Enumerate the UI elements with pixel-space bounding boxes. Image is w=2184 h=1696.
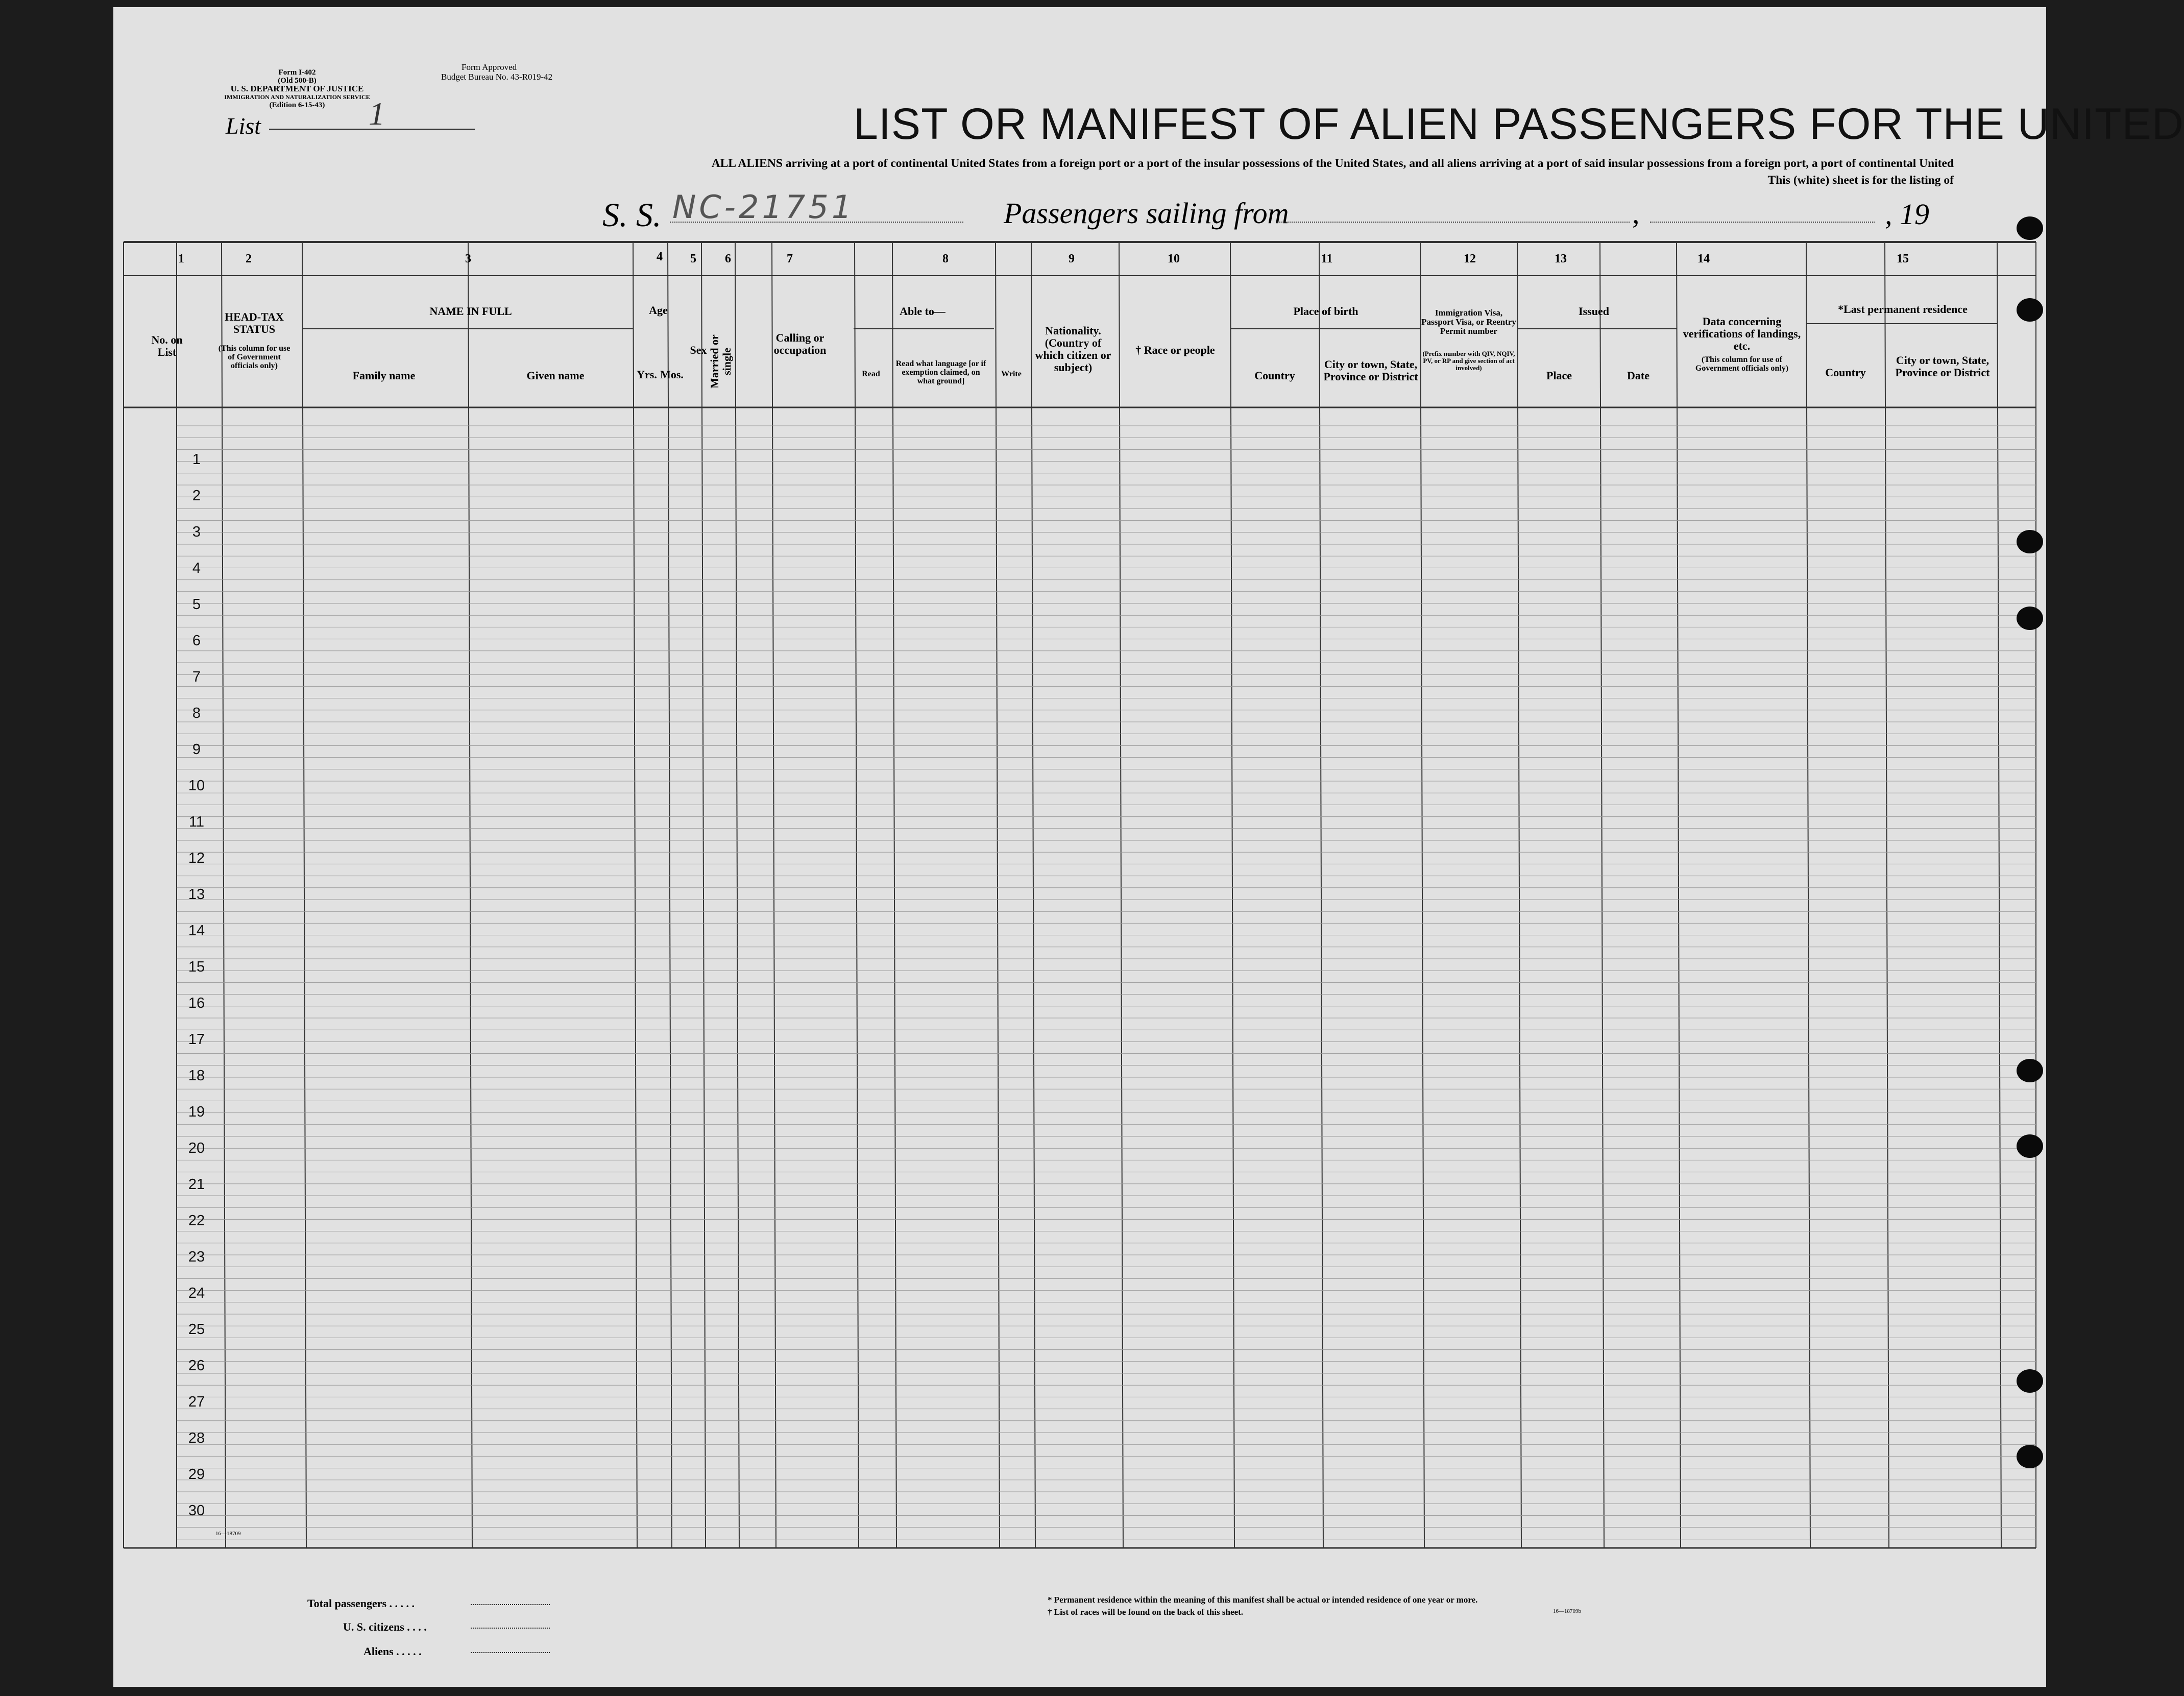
header-no-on-list: No. on List <box>151 333 183 358</box>
row-number: 10 <box>188 778 205 794</box>
header-name-in-full: NAME IN FULL <box>429 305 512 318</box>
row-number: 24 <box>188 1285 205 1301</box>
col-number-1: 1 <box>178 252 184 265</box>
header-data-landings: Data concerning verifications of landings, etc. <box>1683 315 1801 352</box>
footnote-residence: * Permanent residence within the meaning of this manifest shall be actual or intended residence of one year or more. <box>1048 1595 1478 1605</box>
header-issued-date: Date <box>1627 369 1649 382</box>
row-number: 22 <box>188 1213 205 1229</box>
punch-hole <box>2017 530 2043 553</box>
col-number-8: 8 <box>942 252 949 265</box>
header-country-birth: Country <box>1254 369 1295 382</box>
header-yrs: Yrs. <box>637 368 657 381</box>
punch-hole <box>2017 216 2043 240</box>
punch-hole <box>2017 298 2043 322</box>
ship-label: S. S. <box>602 197 662 234</box>
col-number-15: 15 <box>1897 252 1909 265</box>
row-number: 20 <box>188 1140 205 1156</box>
row-number: 26 <box>188 1358 205 1374</box>
instructions-line-1: ALL ALIENS arriving at a port of continental United States from a foreign port or a port of the insular possessions of the United States, and all aliens arriving at a port of said insular possessions from a foreign port, a port of continental United <box>711 157 1954 170</box>
header-given-name: Given name <box>526 369 585 382</box>
row-number: 29 <box>188 1466 205 1483</box>
header-married-single: Married or single <box>708 334 733 389</box>
form-code: 16—18709 <box>215 1531 241 1537</box>
header-issued: Issued <box>1579 305 1609 318</box>
col-number-3: 3 <box>465 252 471 265</box>
form-approved: Form Approved <box>462 62 517 72</box>
punch-hole <box>2017 1369 2043 1393</box>
header-calling-occupation: Calling or occupation <box>773 331 827 356</box>
row-number: 18 <box>188 1068 205 1084</box>
header-nationality: Nationality. (Country of which citizen or subject) <box>1035 324 1111 374</box>
list-number: 1 <box>369 95 385 132</box>
header-immigration-visa: Immigration Visa, Passport Visa, or Reentry Permit number <box>1421 308 1516 336</box>
row-number: 15 <box>188 959 205 975</box>
row-number: 27 <box>188 1394 205 1410</box>
col-number-12: 12 <box>1464 252 1476 265</box>
header-landings-note: (This column for use of Government officials only) <box>1695 355 1789 373</box>
row-number: 12 <box>188 850 205 866</box>
us-citizens-line <box>471 1628 550 1629</box>
row-number: 25 <box>188 1321 205 1338</box>
year-prefix: , 19 <box>1885 198 1929 231</box>
row-number: 11 <box>188 814 205 830</box>
header-last-residence: *Last permanent residence <box>1838 303 1968 316</box>
header-head-tax: HEAD-TAX STATUS <box>225 310 284 335</box>
header-read: Read <box>862 370 880 378</box>
row-number: 17 <box>188 1031 205 1048</box>
punch-hole <box>2017 1134 2043 1158</box>
header-able-to: Able to— <box>900 305 945 318</box>
row-number: 16 <box>188 995 205 1011</box>
instructions-line-2: This (white) sheet is for the listing of <box>1767 174 1954 187</box>
header-race: † Race or people <box>1135 344 1215 356</box>
col-number-9: 9 <box>1069 252 1075 265</box>
form-subnumber: (Old 500-B) <box>278 77 317 85</box>
sailing-label: Passengers sailing from <box>1004 197 1289 230</box>
col-number-2: 2 <box>246 252 252 265</box>
aliens-line <box>471 1652 550 1653</box>
header-country-residence: Country <box>1825 366 1866 379</box>
col-number-6: 6 <box>725 252 731 265</box>
punch-hole <box>2017 607 2043 630</box>
row-number: 8 <box>192 705 201 721</box>
list-label: List <box>226 113 261 139</box>
row-number: 3 <box>192 524 201 540</box>
row-number: 5 <box>192 596 201 613</box>
row-number: 23 <box>188 1249 205 1265</box>
aliens-label: Aliens . . . . . <box>363 1645 422 1658</box>
page-title: LIST OR MANIFEST OF ALIEN PASSENGERS FOR THE UNITED <box>854 100 2184 149</box>
header-visa-note: (Prefix number with QIV, NQIV, PV, or RP and give section of act involved) <box>1422 350 1515 372</box>
header-issued-place: Place <box>1546 369 1572 382</box>
department: U. S. DEPARTMENT OF JUSTICE <box>230 84 364 93</box>
header-family-name: Family name <box>352 369 416 382</box>
row-number: 7 <box>192 669 201 685</box>
us-citizens-label: U. S. citizens . . . . <box>343 1620 427 1633</box>
footer-code: 16—18709b <box>1553 1608 1581 1614</box>
row-number: 2 <box>192 488 201 504</box>
punch-hole <box>2017 1445 2043 1468</box>
total-passengers-label: Total passengers . . . . . <box>307 1597 415 1610</box>
header-city-birth: City or town, State, Province or District <box>1323 358 1418 383</box>
header-city-residence: City or town, State, Province or District <box>1895 354 1990 379</box>
row-number: 28 <box>188 1430 205 1446</box>
col-number-10: 10 <box>1168 252 1180 265</box>
row-number: 14 <box>188 923 205 939</box>
header-sex: Sex <box>690 344 707 356</box>
service: IMMIGRATION AND NATURALIZATION SERVICE <box>224 93 370 101</box>
footnote-races: † List of races will be found on the back of this sheet. <box>1048 1607 1243 1617</box>
total-passengers-line <box>471 1604 550 1605</box>
edition: (Edition 6-15-43) <box>269 101 325 109</box>
row-number: 1 <box>192 451 201 468</box>
row-number: 19 <box>188 1104 205 1120</box>
form-number: Form I-402 <box>278 68 316 77</box>
row-number: 30 <box>188 1503 205 1519</box>
row-number: 4 <box>192 560 201 576</box>
col-number-7: 7 <box>787 252 793 265</box>
ship-name: NC-21751 <box>672 188 855 226</box>
header-write: Write <box>1001 370 1022 378</box>
col-number-13: 13 <box>1555 252 1567 265</box>
row-number: 21 <box>188 1176 205 1193</box>
header-read-language: Read what language [or if exemption claimed, on what ground] <box>895 359 986 385</box>
punch-hole <box>2017 1059 2043 1082</box>
manifest-sheet <box>113 7 2184 1687</box>
col-number-11: 11 <box>1321 252 1333 265</box>
budget-bureau: Budget Bureau No. 43-R019-42 <box>441 72 553 82</box>
col-number-14: 14 <box>1697 252 1710 265</box>
comma: , <box>1632 197 1640 230</box>
header-mos: Mos. <box>660 368 684 381</box>
col-number-4: 4 <box>657 250 663 263</box>
row-number: 6 <box>192 633 201 649</box>
row-number: 13 <box>188 886 205 903</box>
header-place-of-birth: Place of birth <box>1293 305 1358 318</box>
row-number: 9 <box>192 741 201 758</box>
header-age: Age <box>649 304 668 317</box>
header-head-tax-note: (This column for use of Government officials only) <box>218 344 290 370</box>
col-number-5: 5 <box>690 252 696 265</box>
